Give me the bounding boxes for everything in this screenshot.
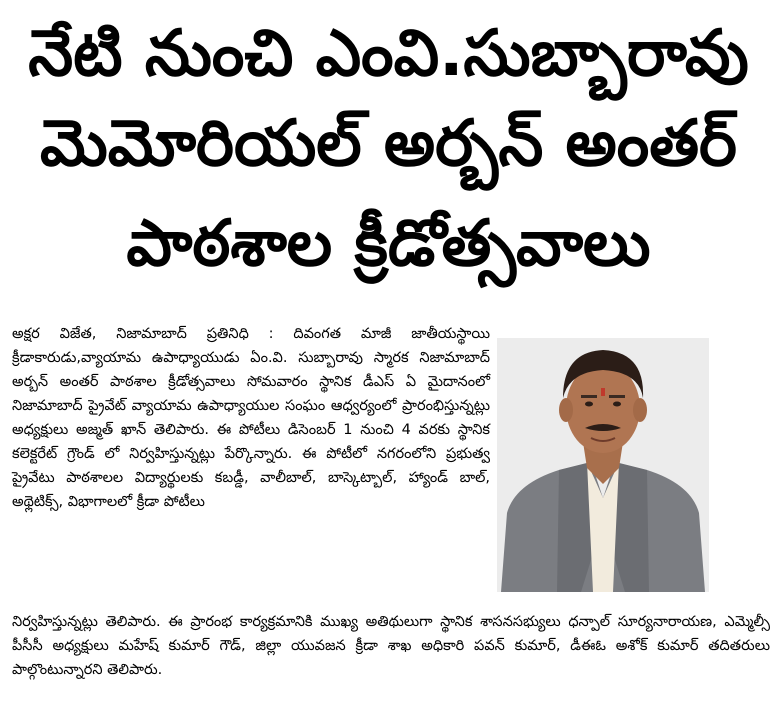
headline-line-3: పాఠశాల క్రీడోత్సవాలు <box>126 207 651 281</box>
headline-line-1: నేటి నుంచి ఎంవి.సుబ్బారావు <box>28 17 749 91</box>
article-body-full-width: నిర్వహిస్తున్నట్లు తెలిపారు. ఈ ప్రారంభ కార్యక్రమానికి ముఖ్య అతిథులుగా స్థానిక శాసనసభ్యులు ధన్పాల్ సూర్యనారాయణ, ఎమ్మెల్సీ పీసీసీ అధ్యక్షులు మహేష్ కుమార్ గౌడ్, జిల్లా యువజన క్రీడా శాఖ అధికారి పవన్ కుమార్, డీఈఓ అశోక్ కుమార్ తదితరులు పాల్గొంటున్నారని తెలిపారు. <box>12 614 770 678</box>
portrait-photo <box>497 338 709 592</box>
article-body-column: అక్షర విజేత, నిజామాబాద్ ప్రతినిధి : దివంగత మాజీ జాతీయస్థాయి క్రీడాకారుడు,వ్యాయామ ఉపాధ్యాయుడు ఏం.వి. సుబ్బారావు స్మారక నిజామాబాద్ అర్బన్ అంతర్ పాఠశాల క్రీడోత్సవాలు సోమవారం స్థానిక డీఎస్ ఏ మైదానంలో నిజామాబాద్ ప్రైవేట్ వ్యాయామ ఉపాధ్యాయుల సంఘం ఆధ్వర్యంలో ప్రారంభిస్తున్నట్లు అధ్యక్షులు అజ్మత్ ఖాన్ తెలిపారు. ఈ పోటీలు డిసెంబర్ 1 నుంచి 4 వరకు స్థానిక కలెక్టరేట్ గ్రౌండ్ లో నిర్వహిస్తున్నట్లు పేర్కొన్నారు. ఈ పోటీలో నగరంలోని ప్రభుత్వ ప్రైవేటు పాఠశాలల విద్యార్థులకు కబడ్డీ, వాలీబాల్, బాస్కెట్బాల్, హ్యాండ్ బాల్, అథ్లెటిక్స్, విభాగాలలో క్రీడా పోటీలు <box>12 326 490 510</box>
headline-line-2: మెమోరియల్ అర్బన్ అంతర్ <box>40 107 737 181</box>
